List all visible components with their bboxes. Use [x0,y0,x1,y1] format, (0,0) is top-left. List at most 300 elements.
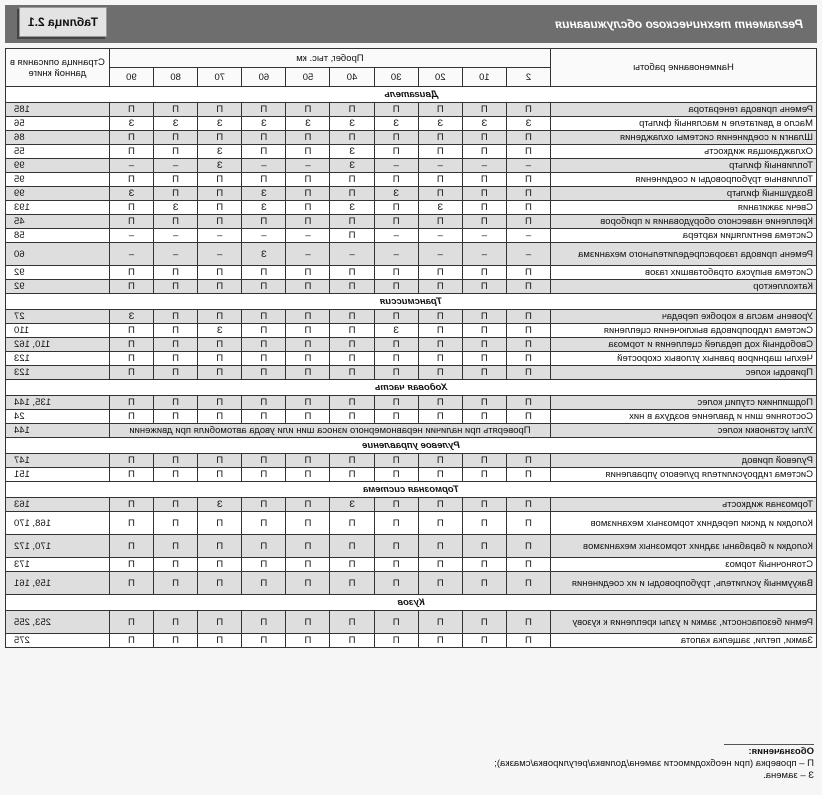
interval-cell: П [330,634,374,648]
interval-cell: П [109,410,153,424]
page-ref-cell: 144 [6,424,110,438]
interval-cell: П [418,103,462,117]
interval-cell: З [330,201,374,215]
interval-cell: П [286,454,330,468]
table-row [6,310,817,324]
interval-cell: П [242,352,286,366]
interval-cell: П [198,468,242,482]
interval-cell: П [506,454,550,468]
interval-cell: П [418,280,462,294]
section-header-row [6,438,817,454]
interval-cell: П [462,352,506,366]
interval-cell: З [198,498,242,512]
interval-cell: П [374,215,418,229]
interval-cell: З [198,117,242,131]
page-ref-cell: 123 [6,366,110,380]
interval-cell: П [154,145,198,159]
work-name-cell: Уровень масла в коробке передач [551,310,817,324]
interval-cell: П [330,215,374,229]
interval-cell: П [286,103,330,117]
interval-cell: П [242,498,286,512]
table-row [6,131,817,145]
table-row [6,512,817,535]
work-name-cell: Рулевой привод [551,454,817,468]
interval-cell: П [506,535,550,558]
column-header-mileage: Пробег, тыс. км [109,49,550,68]
interval-cell: П [109,468,153,482]
interval-cell: П [286,201,330,215]
interval-cell: З [109,187,153,201]
interval-cell: П [198,103,242,117]
interval-cell: П [418,611,462,634]
work-name-cell: Топливный фильтр [551,159,817,173]
interval-cell: П [198,611,242,634]
interval-cell: П [374,611,418,634]
column-header-km: 20 [418,68,462,87]
interval-cell: П [418,535,462,558]
interval-cell: П [374,634,418,648]
interval-cell: П [154,103,198,117]
interval-cell: – [330,243,374,266]
work-name-cell: Вакуумный усилитель, трубопроводы и их соединения [551,572,817,595]
interval-cell: З [198,159,242,173]
interval-cell: – [109,229,153,243]
interval-cell: П [418,366,462,380]
column-header-km: 90 [109,68,153,87]
interval-cell: П [109,103,153,117]
interval-cell: П [418,266,462,280]
interval-cell: П [286,611,330,634]
interval-cell: П [418,338,462,352]
table-row [6,611,817,634]
page-ref-cell: 147 [6,454,110,468]
interval-cell: П [506,280,550,294]
work-name-cell: Крепление навесного оборудования и приборов [551,215,817,229]
interval-cell: П [330,338,374,352]
page-ref-cell: 99 [6,159,110,173]
interval-cell: П [242,131,286,145]
interval-cell: – [462,229,506,243]
interval-cell: П [198,266,242,280]
interval-cell: – [374,243,418,266]
interval-cell: З [418,201,462,215]
interval-cell: П [506,324,550,338]
interval-cell: П [109,512,153,535]
interval-cell: П [109,131,153,145]
interval-cell: – [109,243,153,266]
table-row [6,103,817,117]
interval-cell: П [330,410,374,424]
interval-cell: П [330,173,374,187]
interval-cell: П [242,266,286,280]
interval-cell: П [286,187,330,201]
page-ref-cell: 45 [6,215,110,229]
section-header-row [6,380,817,396]
interval-cell: П [286,634,330,648]
interval-cell: П [462,498,506,512]
column-header-page: Страница описания в данной книге [6,49,110,87]
interval-cell: П [374,145,418,159]
interval-cell: П [242,512,286,535]
section-title: Двигатель [6,87,817,103]
page-ref-cell: 151 [6,468,110,482]
interval-cell: З [242,201,286,215]
work-name-cell: Состояние шин и давление воздуха в них [551,410,817,424]
page-ref-cell: 253, 255 [6,611,110,634]
interval-cell: П [462,173,506,187]
interval-cell: – [374,159,418,173]
page-ref-cell: 110 [6,324,110,338]
interval-cell: П [462,310,506,324]
interval-cell: П [330,611,374,634]
interval-cell: П [242,535,286,558]
interval-cell: – [506,243,550,266]
interval-cell: З [242,117,286,131]
page-ref-cell: 193 [6,201,110,215]
section-title: Трансмиссия [6,294,817,310]
interval-cell: П [154,187,198,201]
interval-cell: П [506,558,550,572]
page-ref-cell: 159, 161 [6,572,110,595]
table-row [6,535,817,558]
interval-cell: З [330,145,374,159]
work-name-cell: Система гидропривода выключения сцепления [551,324,817,338]
column-header-km: 10 [462,68,506,87]
interval-cell: П [462,410,506,424]
interval-cell: З [198,324,242,338]
interval-cell: П [506,410,550,424]
page-ref-cell: 99 [6,187,110,201]
page-ref-cell: 163 [6,498,110,512]
interval-cell: З [374,117,418,131]
interval-cell: П [462,266,506,280]
interval-cell: П [242,173,286,187]
interval-cell: З [418,117,462,131]
interval-cell: П [330,229,374,243]
legend [494,746,814,782]
table-row [6,424,817,438]
work-name-cell: Масло в двигателе и масляный фильтр [551,117,817,131]
table-row [6,558,817,572]
interval-cell: П [286,338,330,352]
interval-cell: П [198,535,242,558]
interval-cell: – [418,229,462,243]
interval-cell: П [330,558,374,572]
interval-cell: П [154,310,198,324]
interval-cell: П [462,396,506,410]
interval-cell: П [198,187,242,201]
interval-cell: – [506,159,550,173]
page-ref-cell: 60 [6,243,110,266]
work-name-cell: Подшипники ступиц колес [551,396,817,410]
page-ref-cell: 56 [6,117,110,131]
interval-cell: П [198,634,242,648]
work-name-cell: Углы установки колес [551,424,817,438]
section-title: Кузов [6,595,817,611]
page-ref-cell: 135, 144 [6,396,110,410]
column-header-km: 80 [154,68,198,87]
interval-cell: П [242,310,286,324]
interval-cell: П [374,266,418,280]
work-name-cell: Тормозная жидкость [551,498,817,512]
interval-cell: П [154,173,198,187]
table-row [6,243,817,266]
work-name-cell: Система гидроусилителя рулевого управления [551,468,817,482]
page-ref-cell: 55 [6,145,110,159]
work-name-cell: Ремень привода газораспределительного механизма [551,243,817,266]
interval-cell: З [330,498,374,512]
interval-cell: П [286,145,330,159]
interval-cell: П [198,310,242,324]
interval-cell: П [286,396,330,410]
interval-cell: П [418,145,462,159]
interval-cell: П [462,611,506,634]
work-name-cell: Катколлектор [551,280,817,294]
interval-cell: П [418,634,462,648]
interval-cell: – [286,229,330,243]
interval-cell: П [109,498,153,512]
interval-cell: – [154,229,198,243]
work-name-cell: Шланги и соединения системы охлаждения [551,131,817,145]
interval-cell: П [242,338,286,352]
interval-cell: П [418,410,462,424]
interval-cell: П [109,352,153,366]
interval-cell: П [506,131,550,145]
interval-cell: П [462,103,506,117]
interval-cell: П [286,324,330,338]
interval-cell: П [330,352,374,366]
work-name-cell: Колодки и диски передних тормозных механизмов [551,512,817,535]
interval-cell: П [462,558,506,572]
interval-cell: З [462,117,506,131]
interval-cell: П [198,280,242,294]
interval-cell: П [330,310,374,324]
interval-cell: П [330,324,374,338]
interval-cell: П [374,410,418,424]
interval-cell: П [154,634,198,648]
interval-cell: П [109,634,153,648]
interval-cell: П [418,187,462,201]
interval-cell: П [154,454,198,468]
interval-cell: П [242,611,286,634]
interval-cell: – [109,159,153,173]
page-ref-cell: 86 [6,131,110,145]
interval-cell: П [286,352,330,366]
interval-cell: П [198,201,242,215]
interval-cell: П [242,454,286,468]
interval-cell: П [374,572,418,595]
work-name-cell: Стояночный тормоз [551,558,817,572]
interval-cell: П [462,187,506,201]
interval-cell: П [374,338,418,352]
interval-cell: П [198,558,242,572]
page-ref-cell: 170, 172 [6,535,110,558]
interval-cell: П [198,338,242,352]
interval-cell: П [242,324,286,338]
interval-cell: – [506,229,550,243]
interval-cell: П [198,512,242,535]
page-ref-cell: 27 [6,310,110,324]
header-title: Регламент технического обслуживания [555,17,803,31]
interval-cell: З [109,117,153,131]
section-header-row [6,595,817,611]
interval-cell: – [418,159,462,173]
legend-title: Обозначения: [748,746,814,757]
interval-cell: П [506,338,550,352]
interval-cell: П [374,310,418,324]
interval-cell: – [462,159,506,173]
interval-cell: П [374,535,418,558]
interval-cell: П [506,634,550,648]
interval-cell: П [506,201,550,215]
interval-cell: П [418,572,462,595]
interval-cell: П [418,454,462,468]
interval-cell: П [154,410,198,424]
interval-cell: П [154,324,198,338]
interval-cell: П [506,468,550,482]
interval-cell: П [109,572,153,595]
interval-cell: П [286,498,330,512]
interval-cell: П [286,410,330,424]
page-ref-cell: 173 [6,558,110,572]
interval-cell: П [374,103,418,117]
interval-cell: З [330,117,374,131]
interval-cell: З [374,324,418,338]
interval-cell: П [286,280,330,294]
legend-divider [724,744,814,745]
work-name-cell: Охлаждающая жидкость [551,145,817,159]
interval-cell: П [109,535,153,558]
interval-cell: П [506,611,550,634]
interval-cell: П [462,366,506,380]
interval-cell: П [506,512,550,535]
interval-cell: П [198,396,242,410]
section-header-row [6,482,817,498]
interval-cell: П [330,280,374,294]
interval-cell: П [418,324,462,338]
interval-cell: – [418,243,462,266]
table-row [6,352,817,366]
work-name-cell: Чехлы шарниров равных угловых скоростей [551,352,817,366]
table-label-badge: Таблица 2.1 [19,7,107,37]
section-header-row [6,294,817,310]
page-ref-cell: 168, 170 [6,512,110,535]
interval-cell: П [242,634,286,648]
interval-cell: П [330,103,374,117]
column-header-km: 60 [242,68,286,87]
table-row [6,498,817,512]
table-row [6,201,817,215]
interval-cell: П [286,173,330,187]
interval-cell: П [374,396,418,410]
table-row [6,454,817,468]
table-row [6,117,817,131]
interval-cell: П [462,280,506,294]
interval-cell: П [154,396,198,410]
interval-cell: З [286,117,330,131]
interval-cell: – [286,243,330,266]
interval-cell: – [286,159,330,173]
interval-cell: П [109,215,153,229]
interval-cell: П [418,558,462,572]
interval-cell: П [330,468,374,482]
column-header-km: 2 [506,68,550,87]
column-header-km: 40 [330,68,374,87]
legend-line: П – проверка (при необходимости замена/доливка/регулировка/смазка); [494,758,814,769]
interval-cell: П [154,468,198,482]
table-row [6,266,817,280]
interval-cell: П [109,201,153,215]
interval-cell: П [506,187,550,201]
work-name-cell: Ремень привода генератора [551,103,817,117]
interval-cell: П [506,173,550,187]
interval-cell: П [374,454,418,468]
interval-cell: П [418,131,462,145]
interval-cell: П [242,215,286,229]
interval-cell: П [198,352,242,366]
section-title: Ходовая часть [6,380,817,396]
interval-cell: П [286,266,330,280]
table-row [6,634,817,648]
interval-cell: П [198,572,242,595]
interval-cell: П [242,280,286,294]
interval-cell: П [374,173,418,187]
interval-cell: П [286,131,330,145]
interval-cell: П [154,352,198,366]
work-name-cell: Топливные трубопроводы и соединения [551,173,817,187]
interval-cell: П [198,410,242,424]
interval-cell: П [286,215,330,229]
interval-cell: П [374,366,418,380]
interval-cell: П [374,512,418,535]
interval-cell: П [330,187,374,201]
work-name-cell: Система вентиляции картера [551,229,817,243]
page-ref-cell: 92 [6,266,110,280]
interval-cell: П [462,338,506,352]
interval-cell: П [154,280,198,294]
interval-cell: П [286,366,330,380]
interval-cell: – [242,159,286,173]
interval-cell: П [462,634,506,648]
interval-cell: – [198,229,242,243]
table-row [6,280,817,294]
work-name-cell: Свободный ход педалей сцепления и тормоза [551,338,817,352]
interval-cell: П [109,324,153,338]
interval-cell: П [154,512,198,535]
interval-cell: П [462,145,506,159]
page-ref-cell: 110, 162 [6,338,110,352]
interval-cell: П [154,535,198,558]
section-title: Тормозная система [6,482,817,498]
interval-cell: П [374,558,418,572]
interval-cell: П [418,310,462,324]
interval-cell: П [198,366,242,380]
interval-cell: П [286,535,330,558]
interval-cell: П [154,266,198,280]
interval-cell: П [154,338,198,352]
page-ref-cell: 275 [6,634,110,648]
interval-cell: П [286,310,330,324]
interval-cell: П [462,535,506,558]
table-row [6,215,817,229]
interval-cell: З [109,310,153,324]
interval-cell: П [374,498,418,512]
interval-cell: П [462,512,506,535]
interval-cell: З [198,145,242,159]
interval-cell: П [109,366,153,380]
interval-cell: П [330,454,374,468]
column-header-name: Наименование работы [551,49,817,87]
